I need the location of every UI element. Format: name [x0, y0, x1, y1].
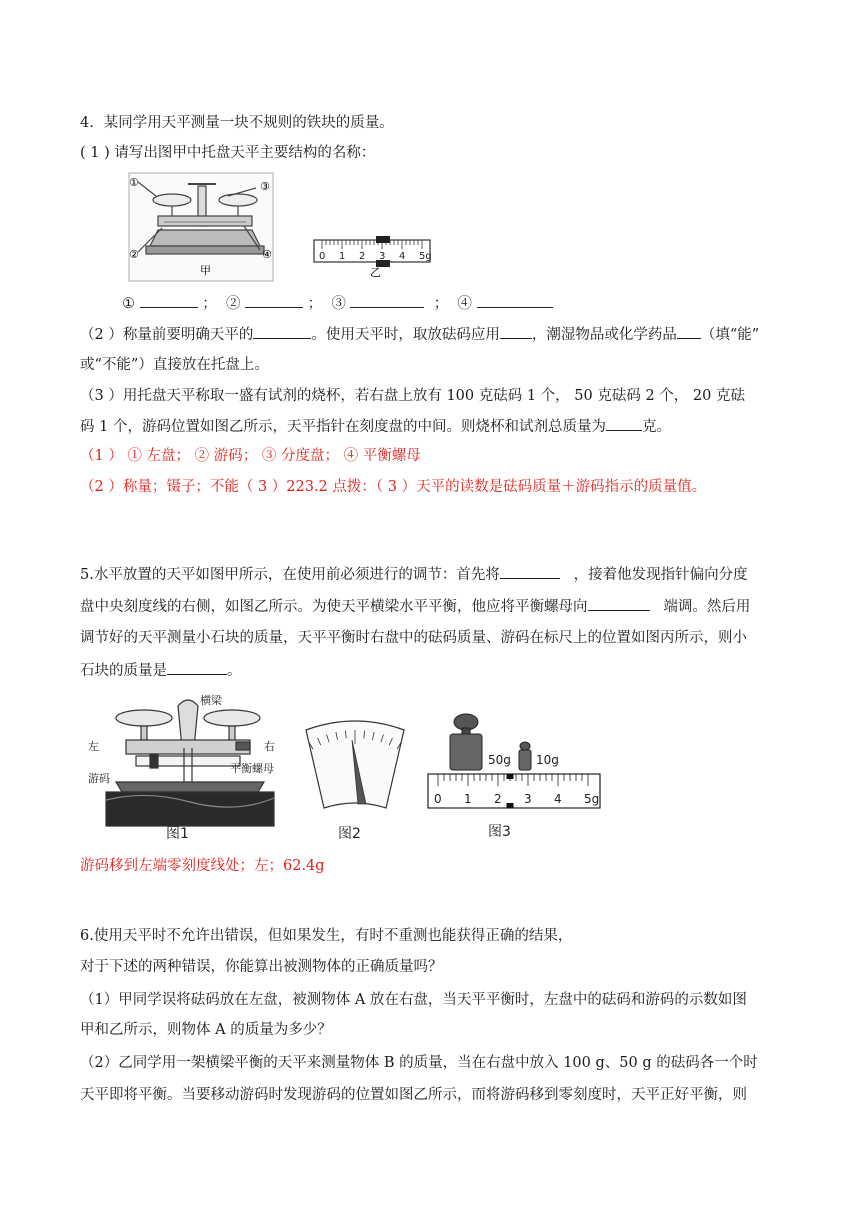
answer-blank-3[interactable] — [350, 293, 424, 308]
q5-l4-text-b: 。 — [227, 663, 242, 679]
ruler-tick-label: 0 — [319, 251, 326, 262]
figure-jia-label: 甲 — [200, 264, 211, 277]
separator: ； — [433, 296, 449, 312]
figure-1-balance — [86, 690, 296, 840]
q4-blanks-line — [122, 293, 553, 314]
separator: ； — [202, 296, 217, 312]
figure-jia-balance — [128, 172, 274, 282]
answer-blank-6[interactable] — [500, 324, 532, 339]
label-left: 左 — [88, 740, 99, 753]
q4-part2-line2: 或“不能”）直接放在托盘上。 — [80, 357, 269, 373]
q4-stem: 4．某同学用天平测量一块不规则的铁块的质量。 — [80, 115, 394, 131]
marker-3: ③ — [260, 180, 270, 193]
separator: ； — [307, 296, 323, 312]
q5-line4 — [80, 660, 242, 681]
q4-part3-line2 — [80, 416, 671, 437]
q4-answer-line2: （2 ）称量；镊子；不能（ 3 ）223.2 点拨：（ 3 ）天平的读数是砝码质量＋游码指示的质量值。 — [80, 479, 707, 495]
rider-marker-bottom — [507, 803, 514, 808]
weight-10g-label: 10g — [536, 753, 559, 767]
q5-line2 — [80, 596, 750, 617]
q6-line4: 甲和乙所示，则物体 A 的质量为多少？ — [80, 1022, 332, 1038]
q5-line3: 调节好的天平测量小石块的质量，天平平衡时右盘中的砝码质量、游码在标尺上的位置如图丙所示，则小 — [80, 630, 747, 646]
ruler-tick-label: 5g — [584, 792, 600, 806]
q4-part3-line1: （3 ）用托盘天平称取一盛有试剂的烧杯，若右盘上放有 100 克砝码 1 个， 50 克砝码 2 个， 20 克砝 — [80, 388, 745, 404]
ruler-tick-label: 5g — [419, 251, 432, 262]
answer-blank-7[interactable] — [677, 324, 701, 339]
label-balance-nut: 平衡螺母 — [230, 762, 274, 775]
q5-l1-text-b: ，接着他发现指针偏向分度 — [573, 567, 748, 583]
q5-l2-text-b: 端调。然后用 — [663, 599, 751, 615]
q5-l1-text-a: 5.水平放置的天平如图甲所示，在使用前必须进行的调节：首先将 — [80, 567, 500, 583]
q4-answer-line1: （1 ） ① 左盘； ② 游码； ③ 分度盘； ④ 平衡螺母 — [80, 448, 421, 464]
figure-3-caption: 图3 — [488, 824, 511, 840]
weight-50g-label: 50g — [488, 753, 511, 767]
figure-yi-label: 乙 — [370, 266, 381, 278]
ruler-tick-label: 3 — [524, 792, 532, 806]
q5-l4-text-a: 石块的质量是 — [80, 663, 167, 679]
q6-line1: 6.使用天平时不允许出错误，但如果发生，有时不重测也能获得正确的结果， — [80, 928, 573, 944]
q4-part1: ( 1 ) 请写出图甲中托盘天平主要结构的名称： — [80, 145, 376, 161]
answer-blank-4[interactable] — [477, 293, 553, 308]
q4-p2-text-b: 。使用天平时，取放砝码应用 — [311, 327, 500, 343]
figure-yi-ruler — [312, 230, 434, 278]
q6-line3: （1）甲同学误将砝码放在左盘，被测物体 A 放在右盘，当天平平衡时，左盘中的砝码和游码的示数如图 — [80, 992, 747, 1008]
q6-line2: 对于下述的两种错误，你能算出被测物体的正确质量吗？ — [80, 959, 443, 975]
ruler-tick-label: 0 — [434, 792, 442, 806]
answer-blank-1[interactable] — [140, 293, 198, 308]
ruler-tick-label: 2 — [359, 251, 366, 262]
q4-p2-text-a: （2 ）称量前要明确天平的 — [80, 327, 254, 343]
label-rider: 游码 — [88, 772, 110, 785]
rider-marker-top — [507, 774, 514, 779]
q5-answer: 游码移到左端零刻度线处；左；62.4g — [80, 858, 325, 874]
ruler-tick-label: 4 — [554, 792, 562, 806]
blank-1-number: ① — [122, 296, 135, 312]
marker-1: ① — [129, 176, 139, 189]
q4-p3-text-b: 码 1 个，游码位置如图乙所示，天平指针在刻度盘的中间。则烧杯和试剂总质量为 — [80, 419, 606, 435]
marker-4: ④ — [262, 248, 272, 261]
q4-p2-text-d: （填“能” — [700, 327, 760, 343]
figure-1-caption: 图1 — [166, 826, 189, 840]
blank-4-number: ④ — [457, 296, 472, 312]
q6-line6: 天平即将平衡。当要移动游码时发现游码的位置如图乙所示，而将游码移到零刻度时，天平正好平衡，则 — [80, 1087, 747, 1103]
answer-blank-10[interactable] — [588, 596, 650, 611]
answer-blank-9[interactable] — [500, 564, 560, 579]
label-beam: 横梁 — [200, 694, 222, 707]
blank-2-number: ② — [225, 296, 241, 312]
blank-3-number: ③ — [331, 296, 346, 312]
answer-blank-2[interactable] — [245, 293, 303, 308]
marker-2: ② — [129, 248, 139, 261]
ruler-tick-label: 1 — [339, 251, 346, 262]
answer-blank-5[interactable] — [253, 324, 311, 339]
figure-2-caption: 图2 — [338, 826, 361, 842]
q4-p2-text-c: ，潮湿物品或化学药品 — [531, 327, 677, 343]
figure-2-scale-dial — [300, 712, 410, 842]
answer-blank-8[interactable] — [606, 416, 642, 431]
ruler-tick-label: 3 — [379, 251, 386, 262]
ruler-tick-label: 2 — [494, 792, 502, 806]
q5-l2-text-a: 盘中央刻度线的右侧，如图乙所示。为使天平横梁水平平衡，他应将平衡螺母向 — [80, 599, 588, 615]
q6-line5: （2）乙同学用一架横梁平衡的天平来测量物体 B 的质量，当在右盘中放入 100 g、50 g 的砝码各一个时 — [80, 1055, 758, 1071]
label-right: 右 — [264, 740, 275, 753]
ruler-tick-label: 1 — [464, 792, 472, 806]
ruler-tick-label: 4 — [399, 251, 406, 262]
q5-line1 — [80, 564, 748, 585]
q4-p3-text-c: 克。 — [641, 419, 671, 435]
figure-3-weights-ruler — [424, 710, 606, 842]
answer-blank-11[interactable] — [167, 660, 227, 675]
q4-part2-line1 — [80, 324, 759, 345]
